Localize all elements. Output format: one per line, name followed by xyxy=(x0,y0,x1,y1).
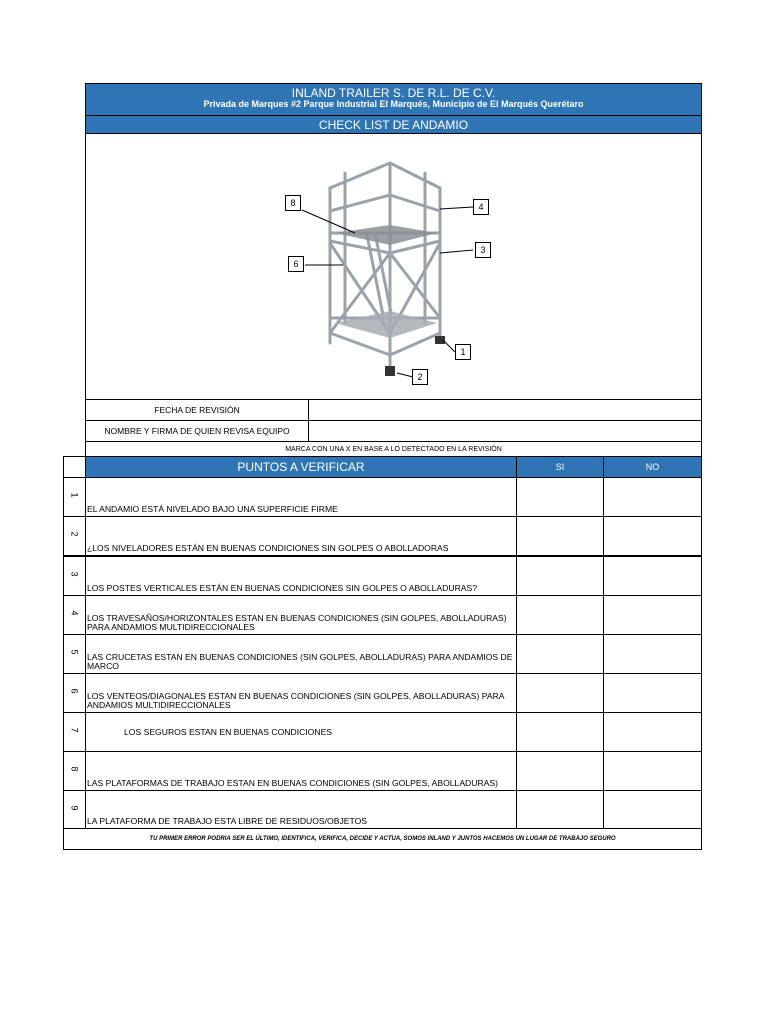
callout-3: 3 xyxy=(475,242,491,258)
item-description: LAS CRUCETAS ESTAN EN BUENAS CONDICIONES (SIN GOLPES, ABOLLADURAS) PARA ANDAMIOS DE MARCO xyxy=(85,634,517,674)
item-number: 1 xyxy=(63,477,86,517)
inspector-name-label: NOMBRE Y FIRMA DE QUIEN REVISA EQUIPO xyxy=(85,420,309,442)
si-checkbox-cell[interactable] xyxy=(516,477,604,517)
upper-platform xyxy=(335,225,437,245)
si-checkbox-cell[interactable] xyxy=(516,790,604,829)
footer-slogan: TU PRIMER ERROR PODRIA SER EL ÚLTIMO, IDENTIFICA, VERIFICA, DECIDE Y ACTUA, SOMOS INLAND Y JUNTOS HACEMOS UN LUGAR DE TRABAJO SEGURO xyxy=(63,828,702,850)
item-description: LAS PLATAFORMAS DE TRABAJO ESTAN EN BUENAS CONDICIONES (SIN GOLPES, ABOLLADURAS) xyxy=(85,751,517,791)
callout-6: 6 xyxy=(288,256,304,272)
item-number: 5 xyxy=(63,634,86,674)
item-description: LA PLATAFORMA DE TRABAJO ESTA LIBRE DE RESIDUOS/OBJETOS xyxy=(85,790,517,829)
si-checkbox-cell[interactable] xyxy=(516,712,604,752)
item-number: 9 xyxy=(63,790,86,829)
item-number: 8 xyxy=(63,751,86,791)
si-checkbox-cell[interactable] xyxy=(516,595,604,635)
scaffold-illustration xyxy=(85,133,702,400)
item-number: 6 xyxy=(63,673,86,713)
item-number: 4 xyxy=(63,595,86,635)
item-number: 2 xyxy=(63,516,86,556)
date-field[interactable] xyxy=(308,399,702,421)
si-checkbox-cell[interactable] xyxy=(516,634,604,674)
inspector-name-field[interactable] xyxy=(308,420,702,442)
no-checkbox-cell[interactable] xyxy=(603,595,702,635)
no-checkbox-cell[interactable] xyxy=(603,712,702,752)
callout-4: 4 xyxy=(473,199,489,215)
si-header: SI xyxy=(516,456,604,478)
no-checkbox-cell[interactable] xyxy=(603,556,702,596)
item-number: 7 xyxy=(63,712,86,752)
si-checkbox-cell[interactable] xyxy=(516,516,604,556)
no-checkbox-cell[interactable] xyxy=(603,751,702,791)
lower-platform xyxy=(335,311,437,338)
no-checkbox-cell[interactable] xyxy=(603,516,702,556)
company-address: Privada de Marques #2 Parque Industrial El Marqués, Municipio de El Marqués Querétaro xyxy=(203,99,584,109)
item-description: ¿LOS NIVELADORES ESTÁN EN BUENAS CONDICIONES SIN GOLPES O ABOLLADORAS xyxy=(85,516,517,556)
callout-8: 8 xyxy=(285,195,301,211)
no-checkbox-cell[interactable] xyxy=(603,790,702,829)
callout-2: 2 xyxy=(412,369,428,385)
no-header: NO xyxy=(603,456,702,478)
instruction-text: MARCA CON UNA X EN BASE A LO DETECTADO EN LA REVISIÓN xyxy=(85,441,702,457)
si-checkbox-cell[interactable] xyxy=(516,556,604,596)
no-checkbox-cell[interactable] xyxy=(603,673,702,713)
item-description: LOS POSTES VERTICALES ESTÁN EN BUENAS CONDICIONES SIN GOLPES O ABOLLADURAS? xyxy=(85,556,517,596)
no-checkbox-cell[interactable] xyxy=(603,634,702,674)
callout-1: 1 xyxy=(455,344,471,360)
item-description: EL ANDAMIO ESTÁ NIVELADO BAJO UNA SUPERFICIE FIRME xyxy=(85,477,517,517)
number-column-header xyxy=(63,456,86,478)
si-checkbox-cell[interactable] xyxy=(516,673,604,713)
points-header: PUNTOS A VERIFICAR xyxy=(85,456,517,478)
no-checkbox-cell[interactable] xyxy=(603,477,702,517)
item-description: LOS SEGUROS ESTAN EN BUENAS CONDICIONES xyxy=(85,712,517,752)
item-number: 3 xyxy=(63,556,86,596)
company-name: INLAND TRAILER S. DE R.L. DE C.V. xyxy=(291,86,496,100)
item-description: LOS TRAVESAÑOS/HORIZONTALES ESTAN EN BUENAS CONDICIONES (SIN GOLPES, ABOLLADURAS) PARA ANDAMIOS MULTIDIRECCIONALES xyxy=(85,595,517,635)
date-label: FECHA DE REVISIÓN xyxy=(85,399,309,421)
form-title: CHECK LIST DE ANDAMIO xyxy=(85,115,702,134)
company-header xyxy=(85,83,702,116)
item-description: LOS VENTEOS/DIAGONALES ESTAN EN BUENAS CONDICIONES (SIN GOLPES, ABOLLADURAS) PARA ANDAMIOS MULTIDIRECCIONALES xyxy=(85,673,517,713)
si-checkbox-cell[interactable] xyxy=(516,751,604,791)
